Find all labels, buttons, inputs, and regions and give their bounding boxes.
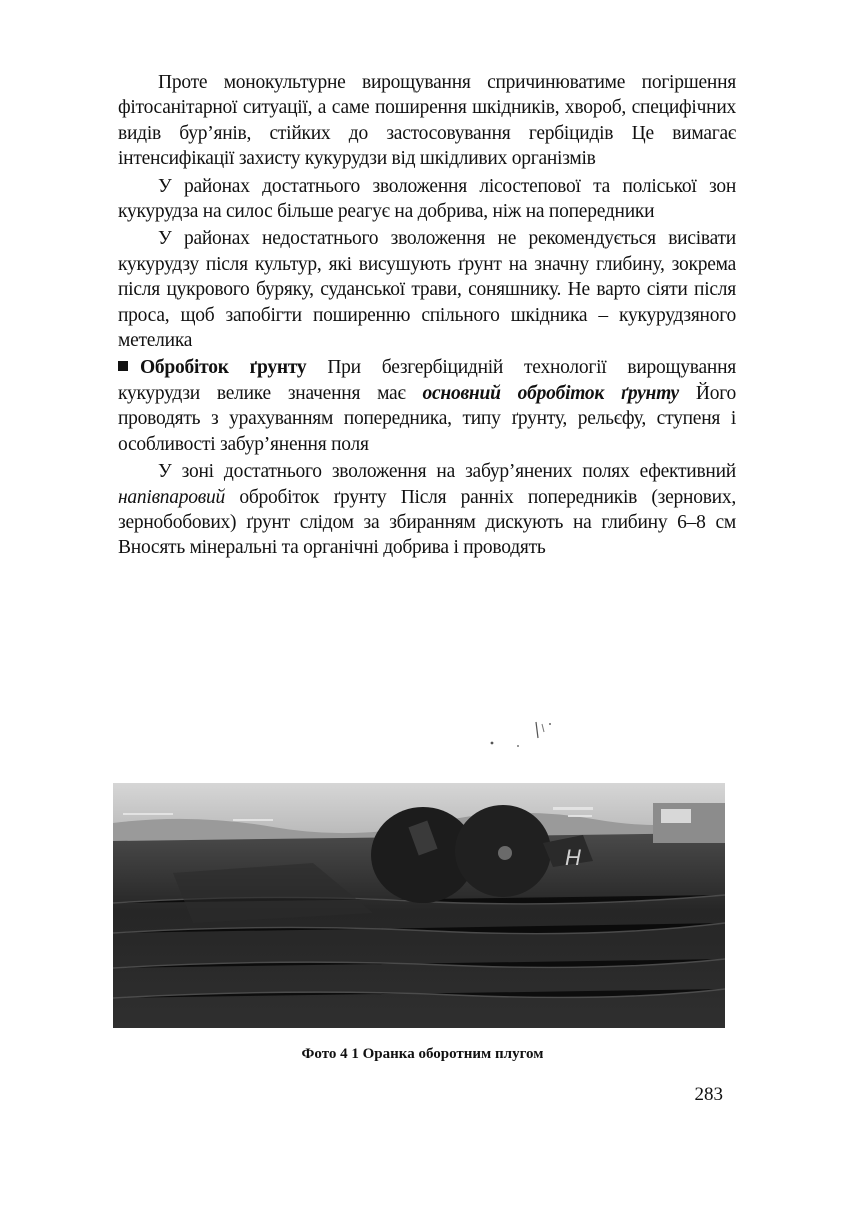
paragraph-humid-zones: У районах достатнього зволоження лісостепової та поліської зон кукурудза на силос більше реагує на добрива, ніж на попередники [118, 175, 736, 223]
machine-plate-text: H [565, 845, 581, 870]
paragraph5-emphasis: напівпаровий [118, 486, 226, 508]
section-heading: Обробіток ґрунту [140, 357, 307, 379]
paragraph-semi-fallow [118, 459, 736, 561]
text-body [118, 70, 736, 561]
section-emphasis: основний обробіток ґрунту [422, 382, 679, 404]
square-bullet-icon [118, 361, 128, 371]
paragraph-dry-zones: У районах недостатнього зволоження не рекомендується висівати кукурудзу після культур, які висушують ґрунт на значну глибину, зокрема після цукрового буряку, суданської трави, соняшнику. Не варто сіяти після проса, щоб запобігти поширенню спільного шкідника – кукурудзяного метелика [118, 228, 736, 352]
paragraph5-after: обробіток ґрунту Після ранніх попередників (зернових, зернобобових) ґрунт слідом за збиранням дискують на глибину 6–8 см Вносять мінеральні та органічні добрива і проводять [118, 486, 736, 559]
scan-specks [480, 716, 590, 756]
page-number: 283 [694, 1084, 723, 1105]
section-text-after: Його проводять з урахуванням попередника, типу ґрунту, рельєфу, ступеня і особливості забур’янення поля [118, 382, 736, 455]
paragraph-monoculture: Проте монокультурне вирощування спричинюватиме погіршення фітосанітарної ситуації, а саме поширення шкідників, хвороб, специфічних видів бур’янів, стійких до застосовування гербіцидів Це вимагає інтенсифікації захисту кукурудзи від шкідливих організмів [118, 72, 736, 170]
section-soil-tillage [118, 355, 736, 457]
section-text-before: При безгербіцидній технології вирощування кукурудзи велике значення має [118, 357, 736, 404]
plowing-photo [113, 783, 725, 1028]
paragraph5-before: У зоні достатнього зволоження на забур’янених полях ефективний [158, 461, 736, 483]
photo-caption: Фото 4 1 Оранка оборотним плугом [301, 1046, 544, 1062]
reversible-plough-image [113, 783, 725, 1028]
